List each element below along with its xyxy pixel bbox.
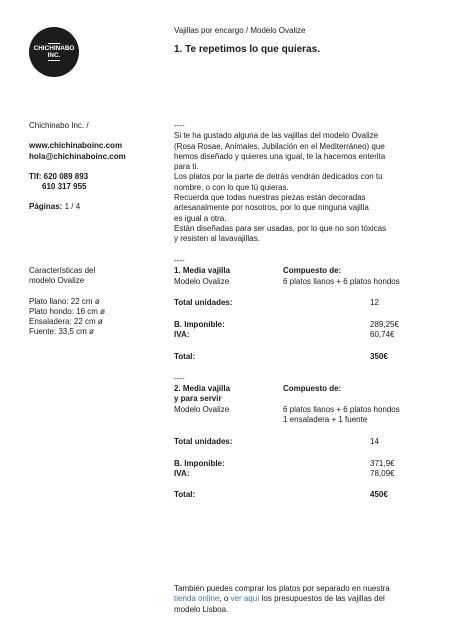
footer-line-3: modelo Lisboa. bbox=[174, 604, 229, 614]
feature-item: Plato llano: 22 cm ø bbox=[29, 296, 100, 306]
intro-line: hemos diseñado y quieres una igual, te la hacemos enterita bbox=[174, 151, 386, 161]
online-store-link[interactable]: tienda online bbox=[174, 594, 220, 604]
footer-separator: , o bbox=[219, 594, 231, 604]
option-2-iva-label: IVA: bbox=[174, 469, 190, 478]
option-1-base-label: B. Imponible: bbox=[174, 320, 225, 329]
feature-item: Ensaladera: 22 cm ø bbox=[29, 317, 103, 327]
features-title-2: modelo Ovalize bbox=[29, 276, 85, 286]
logo-bar-bottom bbox=[48, 60, 60, 61]
option-2-composition-line-1: 6 platos llanos + 6 platos hondos bbox=[283, 405, 400, 414]
option-1-total-label: Total: bbox=[174, 352, 196, 361]
intro-line: Los platos por la parte de detrás vendrán dedicados con tu bbox=[174, 172, 383, 182]
email-link[interactable]: hola@chichinaboinc.com bbox=[29, 151, 126, 161]
intro-line: Si te ha gustado alguna de las vajillas del modelo Ovalize bbox=[174, 131, 379, 141]
option-2-composition-line-2: 1 ensaladera + 1 fuente bbox=[283, 415, 368, 424]
option-2-base-label: B. Imponible: bbox=[174, 459, 225, 468]
option-2-iva-value: 78,09€ bbox=[370, 469, 395, 478]
option-1-base-value: 289,25€ bbox=[370, 320, 399, 329]
option-1-iva-value: 60,74€ bbox=[370, 330, 395, 339]
logo-line-2: INC. bbox=[47, 52, 61, 59]
option-2-base-value: 371,9€ bbox=[370, 459, 395, 468]
pages-label: Páginas: bbox=[29, 202, 63, 212]
company-logo bbox=[29, 27, 79, 77]
option-2-units-label: Total unidades: bbox=[174, 437, 233, 446]
feature-item: Fuente: 33,5 cm ø bbox=[29, 327, 94, 337]
footer-line-2-rest: los presupuestos de las vajillas del bbox=[259, 594, 385, 604]
option-2-total-label: Total: bbox=[174, 490, 196, 499]
option-1-composed-label: Compuesto de: bbox=[283, 266, 342, 275]
option-2-dashes: ---- bbox=[174, 374, 185, 383]
option-2-name-line-1: 2. Media vajilla bbox=[174, 384, 231, 393]
features-title-1: Características del bbox=[29, 266, 96, 275]
option-2-composed-label: Compuesto de: bbox=[283, 384, 342, 393]
option-1-iva-label: IVA: bbox=[174, 330, 190, 339]
option-1-units-label: Total unidades: bbox=[174, 298, 233, 307]
logo-bar-top bbox=[48, 43, 60, 44]
intro-dashes: ---- bbox=[174, 121, 185, 130]
intro-line: y resisten al lavavajillas. bbox=[174, 234, 260, 244]
intro-line: nombre, o con lo que tú quieras. bbox=[174, 182, 289, 192]
logo-line-1: CHICHINABO bbox=[33, 44, 75, 52]
features-section bbox=[29, 266, 164, 338]
breadcrumb: Vajillas por encargo / Modelo Ovalize bbox=[174, 26, 306, 35]
pages-indicator bbox=[29, 202, 164, 212]
pages-value: 1 / 4 bbox=[64, 202, 81, 212]
footer-line-2 bbox=[174, 594, 434, 604]
phone-1: Tlf: 620 089 893 bbox=[29, 171, 89, 181]
option-2-total-value: 450€ bbox=[370, 490, 388, 499]
option-1-units-value: 12 bbox=[370, 298, 379, 307]
option-1-total-value: 350€ bbox=[370, 352, 388, 361]
option-1-name: 1. Media vajilla bbox=[174, 266, 231, 275]
intro-line: Están diseñadas para ser usadas, por lo que no son tóxicas bbox=[174, 223, 387, 233]
footer-note bbox=[174, 584, 434, 615]
intro-line: es igual a otra. bbox=[174, 213, 227, 223]
option-2-name-line-2: y para servir bbox=[174, 394, 222, 403]
option-1-dashes: ---- bbox=[174, 256, 185, 265]
footer-line-1: También puedes comprar los platos por separado en nuestra bbox=[174, 584, 390, 593]
option-2-model: Modelo Ovalize bbox=[174, 405, 230, 414]
intro-line: artesanalmente por nosotros, por lo que ninguna vajilla bbox=[174, 203, 369, 213]
option-1-model: Modelo Ovalize bbox=[174, 277, 230, 286]
sidebar bbox=[29, 121, 164, 213]
see-here-link[interactable]: ver aquí bbox=[230, 594, 260, 604]
website-link[interactable]: www.chichinaboinc.com bbox=[29, 141, 123, 151]
page-title: 1. Te repetimos lo que quieras. bbox=[174, 44, 320, 55]
option-1-composition: 6 platos llanos + 6 platos hondos bbox=[283, 277, 400, 286]
option-2-units-value: 14 bbox=[370, 437, 379, 446]
company-name: Chichinabo Inc. / bbox=[29, 121, 89, 130]
feature-item: Plato hondo: 16 cm ø bbox=[29, 306, 106, 316]
phone-2: 610 317 955 bbox=[42, 182, 87, 192]
intro-line: Recuerda que todas nuestras piezas están decoradas bbox=[174, 193, 366, 203]
intro-line: para ti. bbox=[174, 162, 199, 172]
intro-text bbox=[174, 121, 434, 245]
intro-line: (Rosa Rosae, Animales, Jubilación en el Mediterráneo) que bbox=[174, 141, 385, 151]
